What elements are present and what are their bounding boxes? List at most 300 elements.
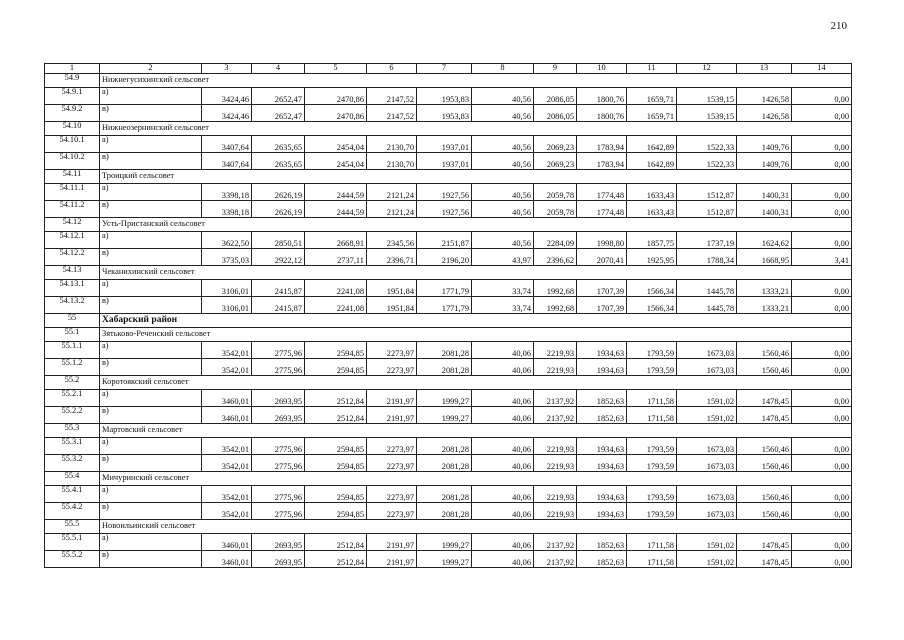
value-cell: 1998,80	[577, 232, 627, 249]
value-cell: 3398,18	[202, 184, 252, 201]
row-code: 55.4.1	[45, 486, 100, 503]
row-subtype: в)	[100, 105, 202, 122]
value-cell: 1512,87	[677, 184, 737, 201]
table-row	[45, 359, 852, 376]
table-row	[45, 407, 852, 424]
value-cell: 1659,71	[627, 105, 677, 122]
row-code: 55.1.2	[45, 359, 100, 376]
value-cell: 2470,86	[305, 88, 367, 105]
value-cell: 1560,46	[737, 455, 792, 472]
value-cell: 1934,63	[577, 359, 627, 376]
value-cell: 0,00	[792, 359, 852, 376]
value-cell: 1953,83	[417, 105, 472, 122]
value-cell: 1426,58	[737, 88, 792, 105]
value-cell: 0,00	[792, 503, 852, 520]
row-code: 54.12.1	[45, 232, 100, 249]
value-cell: 40,06	[472, 390, 534, 407]
value-cell: 2594,85	[305, 438, 367, 455]
row-code: 55.3.2	[45, 455, 100, 472]
value-cell: 40,06	[472, 503, 534, 520]
value-cell: 1934,63	[577, 342, 627, 359]
value-cell: 2241,08	[305, 280, 367, 297]
value-cell: 3735,03	[202, 249, 252, 266]
row-subtype: в)	[100, 551, 202, 568]
row-code: 54.9	[45, 74, 100, 88]
value-cell: 1857,75	[627, 232, 677, 249]
value-cell: 1591,02	[677, 551, 737, 568]
value-cell: 2345,56	[367, 232, 417, 249]
row-code: 54.9.2	[45, 105, 100, 122]
column-header: 7	[417, 64, 472, 74]
row-subtype: а)	[100, 184, 202, 201]
column-header: 1	[45, 64, 100, 74]
row-code: 54.13.1	[45, 280, 100, 297]
value-cell: 2273,97	[367, 455, 417, 472]
value-cell: 3424,46	[202, 105, 252, 122]
value-cell: 1999,27	[417, 534, 472, 551]
section-name: Усть-Пристанский сельсовет	[100, 218, 852, 232]
value-cell: 2594,85	[305, 342, 367, 359]
value-cell: 3460,01	[202, 551, 252, 568]
row-code: 54.12	[45, 218, 100, 232]
value-cell: 40,06	[472, 407, 534, 424]
value-cell: 2069,23	[534, 153, 577, 170]
row-subtype: в)	[100, 249, 202, 266]
row-code: 55.4.2	[45, 503, 100, 520]
section-name: Троицкий сельсовет	[100, 170, 852, 184]
value-cell: 2081,28	[417, 359, 472, 376]
table-row	[45, 486, 852, 503]
value-cell: 1992,68	[534, 280, 577, 297]
value-cell: 0,00	[792, 486, 852, 503]
table-row	[45, 438, 852, 455]
row-subtype: в)	[100, 297, 202, 314]
value-cell: 1522,33	[677, 136, 737, 153]
value-cell: 2594,85	[305, 455, 367, 472]
value-cell: 2693,95	[252, 534, 305, 551]
value-cell: 3460,01	[202, 390, 252, 407]
value-cell: 2415,87	[252, 280, 305, 297]
value-cell: 2444,59	[305, 201, 367, 218]
value-cell: 33,74	[472, 297, 534, 314]
value-cell: 1711,58	[627, 390, 677, 407]
value-cell: 1711,58	[627, 551, 677, 568]
value-cell: 2086,05	[534, 105, 577, 122]
value-cell: 2070,41	[577, 249, 627, 266]
value-cell: 3407,64	[202, 136, 252, 153]
value-cell: 2081,28	[417, 342, 472, 359]
value-cell: 2454,04	[305, 136, 367, 153]
value-cell: 0,00	[792, 297, 852, 314]
row-code: 54.13.2	[45, 297, 100, 314]
value-cell: 1927,56	[417, 201, 472, 218]
value-cell: 2137,92	[534, 534, 577, 551]
value-cell: 2652,47	[252, 105, 305, 122]
value-cell: 2284,09	[534, 232, 577, 249]
value-cell: 1800,76	[577, 88, 627, 105]
value-cell: 2922,12	[252, 249, 305, 266]
value-cell: 2775,96	[252, 359, 305, 376]
value-cell: 1333,21	[737, 297, 792, 314]
section-row	[45, 328, 852, 342]
row-code: 54.11.1	[45, 184, 100, 201]
value-cell: 1633,43	[627, 201, 677, 218]
section-name: Мартовский сельсовет	[100, 424, 852, 438]
row-code: 54.12.2	[45, 249, 100, 266]
value-cell: 1783,94	[577, 136, 627, 153]
value-cell: 40,06	[472, 342, 534, 359]
value-cell: 2273,97	[367, 342, 417, 359]
value-cell: 2626,19	[252, 201, 305, 218]
value-cell: 2219,93	[534, 486, 577, 503]
value-cell: 33,74	[472, 280, 534, 297]
value-cell: 0,00	[792, 438, 852, 455]
value-cell: 2130,70	[367, 136, 417, 153]
table-row	[45, 105, 852, 122]
value-cell: 1999,27	[417, 390, 472, 407]
row-subtype: в)	[100, 407, 202, 424]
row-code: 54.10	[45, 122, 100, 136]
value-cell: 40,56	[472, 136, 534, 153]
value-cell: 1409,76	[737, 136, 792, 153]
value-cell: 0,00	[792, 136, 852, 153]
section-name: Новоильинский сельсовет	[100, 520, 852, 534]
row-code: 55.4	[45, 472, 100, 486]
row-subtype: в)	[100, 359, 202, 376]
value-cell: 0,00	[792, 342, 852, 359]
value-cell: 1999,27	[417, 407, 472, 424]
value-cell: 1934,63	[577, 503, 627, 520]
tariff-table	[44, 63, 852, 568]
value-cell: 2512,84	[305, 551, 367, 568]
value-cell: 0,00	[792, 88, 852, 105]
value-cell: 0,00	[792, 280, 852, 297]
row-subtype: в)	[100, 153, 202, 170]
value-cell: 2137,92	[534, 407, 577, 424]
table-row	[45, 201, 852, 218]
value-cell: 3460,01	[202, 534, 252, 551]
value-cell: 0,00	[792, 390, 852, 407]
row-subtype: а)	[100, 342, 202, 359]
column-header: 11	[627, 64, 677, 74]
section-row	[45, 520, 852, 534]
row-code: 55.3	[45, 424, 100, 438]
value-cell: 1673,03	[677, 486, 737, 503]
value-cell: 1512,87	[677, 201, 737, 218]
value-cell: 2069,23	[534, 136, 577, 153]
value-cell: 1659,71	[627, 88, 677, 105]
row-code: 55	[45, 314, 100, 328]
value-cell: 40,56	[472, 88, 534, 105]
section-row	[45, 218, 852, 232]
section-row	[45, 424, 852, 438]
row-subtype: а)	[100, 136, 202, 153]
section-name: Нижнеозернинский сельсовет	[100, 122, 852, 136]
value-cell: 1560,46	[737, 503, 792, 520]
value-cell: 40,56	[472, 184, 534, 201]
value-cell: 2081,28	[417, 455, 472, 472]
table-row	[45, 249, 852, 266]
value-cell: 3542,01	[202, 359, 252, 376]
value-cell: 2059,78	[534, 184, 577, 201]
value-cell: 3542,01	[202, 503, 252, 520]
value-cell: 1478,45	[737, 534, 792, 551]
value-cell: 40,06	[472, 486, 534, 503]
section-row	[45, 74, 852, 88]
value-cell: 2191,97	[367, 551, 417, 568]
value-cell: 1560,46	[737, 438, 792, 455]
value-cell: 1937,01	[417, 136, 472, 153]
value-cell: 3106,01	[202, 297, 252, 314]
value-cell: 1707,39	[577, 297, 627, 314]
section-row	[45, 122, 852, 136]
value-cell: 1793,59	[627, 455, 677, 472]
value-cell: 3106,01	[202, 280, 252, 297]
value-cell: 1333,21	[737, 280, 792, 297]
value-cell: 2219,93	[534, 438, 577, 455]
value-cell: 1793,59	[627, 342, 677, 359]
row-code: 55.5.2	[45, 551, 100, 568]
value-cell: 1426,58	[737, 105, 792, 122]
table-row	[45, 136, 852, 153]
value-cell: 1566,34	[627, 297, 677, 314]
table-body	[45, 74, 852, 568]
value-cell: 1852,63	[577, 551, 627, 568]
value-cell: 2273,97	[367, 486, 417, 503]
value-cell: 1633,43	[627, 184, 677, 201]
value-cell: 1673,03	[677, 438, 737, 455]
value-cell: 2273,97	[367, 359, 417, 376]
value-cell: 1711,58	[627, 534, 677, 551]
value-cell: 2775,96	[252, 486, 305, 503]
row-code: 54.9.1	[45, 88, 100, 105]
value-cell: 2594,85	[305, 486, 367, 503]
value-cell: 2219,93	[534, 503, 577, 520]
value-cell: 2512,84	[305, 390, 367, 407]
value-cell: 1478,45	[737, 390, 792, 407]
value-cell: 2196,20	[417, 249, 472, 266]
value-cell: 40,06	[472, 359, 534, 376]
value-cell: 40,56	[472, 105, 534, 122]
value-cell: 1937,01	[417, 153, 472, 170]
table-row	[45, 455, 852, 472]
section-row	[45, 266, 852, 280]
value-cell: 1788,34	[677, 249, 737, 266]
column-header: 5	[305, 64, 367, 74]
value-cell: 1642,89	[627, 136, 677, 153]
value-cell: 2121,24	[367, 201, 417, 218]
value-cell: 1560,46	[737, 342, 792, 359]
row-code: 55.2.1	[45, 390, 100, 407]
value-cell: 1591,02	[677, 390, 737, 407]
value-cell: 2081,28	[417, 438, 472, 455]
value-cell: 40,56	[472, 153, 534, 170]
row-subtype: а)	[100, 390, 202, 407]
value-cell: 2454,04	[305, 153, 367, 170]
value-cell: 1478,45	[737, 407, 792, 424]
value-cell: 2775,96	[252, 455, 305, 472]
row-subtype: а)	[100, 88, 202, 105]
table-row	[45, 390, 852, 407]
value-cell: 0,00	[792, 551, 852, 568]
page-number: 210	[830, 20, 847, 32]
value-cell: 1566,34	[627, 280, 677, 297]
column-header: 12	[677, 64, 737, 74]
value-cell: 1522,33	[677, 153, 737, 170]
row-code: 54.11	[45, 170, 100, 184]
value-cell: 40,56	[472, 232, 534, 249]
value-cell: 3542,01	[202, 486, 252, 503]
value-cell: 2059,78	[534, 201, 577, 218]
value-cell: 40,06	[472, 534, 534, 551]
value-cell: 1560,46	[737, 359, 792, 376]
value-cell: 2219,93	[534, 359, 577, 376]
column-header: 14	[792, 64, 852, 74]
value-cell: 2396,62	[534, 249, 577, 266]
value-cell: 2086,05	[534, 88, 577, 105]
value-cell: 2415,87	[252, 297, 305, 314]
value-cell: 1673,03	[677, 342, 737, 359]
value-cell: 2273,97	[367, 503, 417, 520]
value-cell: 2626,19	[252, 184, 305, 201]
row-code: 55.5.1	[45, 534, 100, 551]
table-row	[45, 503, 852, 520]
value-cell: 1774,48	[577, 184, 627, 201]
value-cell: 2512,84	[305, 534, 367, 551]
value-cell: 1668,95	[737, 249, 792, 266]
value-cell: 1852,63	[577, 407, 627, 424]
row-code: 55.5	[45, 520, 100, 534]
row-code: 55.1.1	[45, 342, 100, 359]
section-row	[45, 472, 852, 486]
value-cell: 1400,31	[737, 184, 792, 201]
value-cell: 2081,28	[417, 486, 472, 503]
value-cell: 1934,63	[577, 438, 627, 455]
row-code: 55.2.2	[45, 407, 100, 424]
row-subtype: а)	[100, 486, 202, 503]
value-cell: 0,00	[792, 153, 852, 170]
value-cell: 3398,18	[202, 201, 252, 218]
column-header: 2	[100, 64, 202, 74]
value-cell: 1953,83	[417, 88, 472, 105]
row-subtype: в)	[100, 201, 202, 218]
value-cell: 3460,01	[202, 407, 252, 424]
value-cell: 2594,85	[305, 359, 367, 376]
value-cell: 2512,84	[305, 407, 367, 424]
value-cell: 1478,45	[737, 551, 792, 568]
value-cell: 0,00	[792, 407, 852, 424]
value-cell: 0,00	[792, 534, 852, 551]
value-cell: 3542,01	[202, 342, 252, 359]
row-code: 54.13	[45, 266, 100, 280]
value-cell: 2693,95	[252, 390, 305, 407]
value-cell: 2241,08	[305, 297, 367, 314]
column-header: 8	[472, 64, 534, 74]
value-cell: 2219,93	[534, 455, 577, 472]
value-cell: 1445,78	[677, 280, 737, 297]
value-cell: 1793,59	[627, 438, 677, 455]
value-cell: 1934,63	[577, 455, 627, 472]
value-cell: 1642,89	[627, 153, 677, 170]
value-cell: 1852,63	[577, 534, 627, 551]
row-subtype: а)	[100, 438, 202, 455]
row-code: 55.2	[45, 376, 100, 390]
value-cell: 3542,01	[202, 438, 252, 455]
value-cell: 2219,93	[534, 342, 577, 359]
column-header: 3	[202, 64, 252, 74]
row-code: 54.11.2	[45, 201, 100, 218]
value-cell: 1793,59	[627, 359, 677, 376]
value-cell: 1445,78	[677, 297, 737, 314]
value-cell: 2130,70	[367, 153, 417, 170]
value-cell: 2737,11	[305, 249, 367, 266]
value-cell: 2652,47	[252, 88, 305, 105]
value-cell: 1783,94	[577, 153, 627, 170]
value-cell: 2121,24	[367, 184, 417, 201]
value-cell: 1673,03	[677, 503, 737, 520]
value-cell: 1934,63	[577, 486, 627, 503]
value-cell: 3407,64	[202, 153, 252, 170]
row-subtype: а)	[100, 534, 202, 551]
value-cell: 2273,97	[367, 438, 417, 455]
section-row	[45, 376, 852, 390]
value-cell: 1927,56	[417, 184, 472, 201]
row-code: 55.1	[45, 328, 100, 342]
value-cell: 1711,58	[627, 407, 677, 424]
value-cell: 1771,79	[417, 297, 472, 314]
value-cell: 2775,96	[252, 342, 305, 359]
value-cell: 1774,48	[577, 201, 627, 218]
section-name: Нижнегусихинский сельсовет	[100, 74, 852, 88]
value-cell: 1400,31	[737, 201, 792, 218]
value-cell: 2396,71	[367, 249, 417, 266]
value-cell: 0,00	[792, 184, 852, 201]
section-name: Зятьково-Реченский сельсовет	[100, 328, 852, 342]
value-cell: 2850,51	[252, 232, 305, 249]
value-cell: 1409,76	[737, 153, 792, 170]
value-cell: 40,06	[472, 438, 534, 455]
table-row	[45, 88, 852, 105]
table-row	[45, 232, 852, 249]
value-cell: 1852,63	[577, 390, 627, 407]
value-cell: 2191,97	[367, 407, 417, 424]
value-cell: 2635,65	[252, 153, 305, 170]
column-header: 4	[252, 64, 305, 74]
value-cell: 2147,52	[367, 88, 417, 105]
value-cell: 2693,95	[252, 407, 305, 424]
value-cell: 1624,62	[737, 232, 792, 249]
value-cell: 3,41	[792, 249, 852, 266]
value-cell: 1800,76	[577, 105, 627, 122]
value-cell: 2693,95	[252, 551, 305, 568]
column-header: 13	[737, 64, 792, 74]
value-cell: 40,56	[472, 201, 534, 218]
table-row	[45, 297, 852, 314]
value-cell: 1999,27	[417, 551, 472, 568]
value-cell: 43,97	[472, 249, 534, 266]
value-cell: 0,00	[792, 232, 852, 249]
value-cell: 2470,86	[305, 105, 367, 122]
value-cell: 1673,03	[677, 359, 737, 376]
row-code: 54.10.2	[45, 153, 100, 170]
value-cell: 1737,19	[677, 232, 737, 249]
table-row	[45, 342, 852, 359]
value-cell: 2444,59	[305, 184, 367, 201]
value-cell: 40,06	[472, 455, 534, 472]
value-cell: 3622,50	[202, 232, 252, 249]
value-cell: 0,00	[792, 105, 852, 122]
value-cell: 2775,96	[252, 438, 305, 455]
